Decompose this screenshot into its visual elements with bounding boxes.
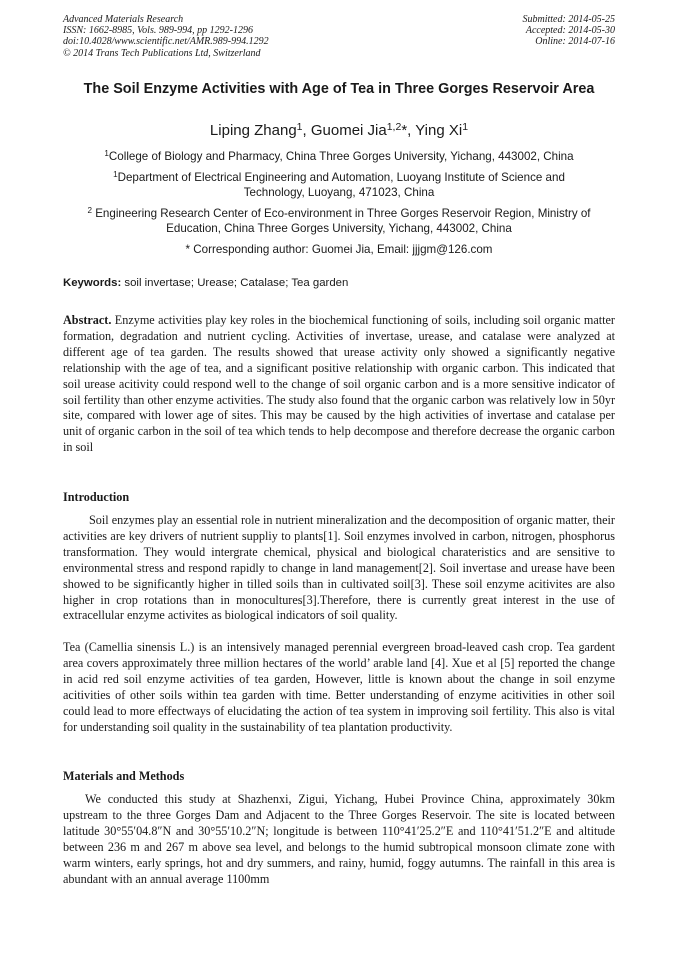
methods-heading: Materials and Methods — [63, 769, 185, 783]
affiliation-text: Department of Electrical Engineering and Automation, Luoyang Institute of Science and Technology, Luoyang, 471023, China — [117, 171, 565, 199]
keywords-label: Keywords: — [63, 277, 122, 289]
journal-name: Advanced Materials Research — [63, 14, 184, 25]
affiliation-text: College of Biology and Pharmacy, China Three Gorges University, Yichang, 443002, China — [108, 150, 574, 163]
accepted-date: Accepted: 2014-05-30 — [525, 25, 615, 37]
methods-paragraph-1: We conducted this study at Shazhenxi, Zigui, Yichang, Hubei Province China, approximately 30km upstream to the three Gorges Dam and Adjacent to the Three Gorges Reservoir. The site is located between latitude 30°55′04.8″N and 30°55′10.2″N; longitude is between 110°41′25.2″E and 110°41′51.2″E and altitude between 236 m and 267 m above sea level, and belongs to the humid subtropical monsoon climate zone with warm winters, early springs, hot and dry summers, and rainy, humid, foggy autumns. The rainfall in this area is abundant with an annual average 1100mm — [63, 792, 615, 886]
submitted-date: Submitted: 2014-05-25 — [522, 14, 615, 25]
online-date: Online: 2014-07-16 — [535, 36, 615, 48]
corresponding-author: * Corresponding author: Guomei Jia, Email: jjjgm@126.com — [185, 243, 493, 256]
author-affiliation-mark: 1,2 — [386, 120, 402, 133]
journal-info — [63, 14, 269, 59]
keywords — [63, 276, 615, 291]
publication-dates — [523, 14, 616, 48]
abstract-text: Enzyme activities play key roles in the biochemical functioning of soils, including soil organic matter formation, degradation and nutrient cycling. Activities of invertase, urease, and catalase were analyzed at different age of tea garden. The results showed that urease activity only showed a significantly negative relationship with the age of tea, and a significant positive relationship with organic carbon. This indicated that soil urease acitivity could respond well to the change of soil organic carbon and is a more sensitive indicator of soil fertility than other enzyme activities. The study also found that the organic carbon was relatively low in 50yr site, compared with lower age of sites. This may be caused by the high activities of invertase and catalase per unit of organic carbon in the soil of tea which tends to help decompose and therefore decrease the organic carbon in soil — [63, 313, 615, 455]
author-affiliation-mark: 1 — [462, 120, 469, 133]
abstract-label: Abstract. — [63, 313, 112, 327]
author-separator: *, — [401, 122, 416, 139]
introduction-paragraph-2: Tea (Camellia sinensis L.) is an intensively managed perennial evergreen broad-leaved cash crop. Tea gardent area covers approximately three million hectares of the world’ arable land [4]. Xue et al [5] reported the change in acid red soil enzyme activities of tea garden, However, little is known about the change in soil enzyme acitivities of other soils within tea garden with time. Better understanding of enzyme acitivities in other soil could lead to more effectways of elucidating the action of tea system in improving soil fertility. This also is vital for understanding soil quality in the sustainability of tea plantation productivity. — [63, 640, 615, 734]
author-name: Guomei Jia — [310, 122, 387, 139]
affiliation-mark: 1 — [104, 148, 109, 158]
affiliation-mark: 1 — [113, 169, 118, 179]
author-separator: , — [302, 122, 311, 139]
author-name: Ying Xi — [415, 122, 463, 139]
paper-title: The Soil Enzyme Activities with Age of Tea in Three Gorges Reservoir Area — [83, 81, 595, 97]
journal-doi: doi:10.4028/www.scientific.net/AMR.989-994.1292 — [63, 36, 269, 48]
affiliation-3 — [64, 206, 614, 236]
affiliation-mark: 2 — [87, 205, 92, 215]
journal-copyright: © 2014 Trans Tech Publications Ltd, Switzerland — [63, 47, 261, 59]
affiliation-1 — [70, 149, 608, 164]
journal-header — [63, 14, 615, 70]
affiliation-2 — [88, 170, 590, 200]
author-list — [63, 122, 615, 140]
author-name: Liping Zhang — [209, 122, 297, 139]
keywords-text: soil invertase; Urease; Catalase; Tea garden — [121, 277, 349, 289]
affiliation-text: Engineering Research Center of Eco-environment in Three Gorges Reservoir Region, Ministry of Education, China Three Gorges University, Yichang, 443002, China — [91, 207, 591, 235]
journal-issn: ISSN: 1662-8985, Vols. 989-994, pp 1292-1296 — [63, 25, 253, 37]
abstract — [63, 313, 615, 456]
introduction-heading: Introduction — [63, 490, 130, 504]
introduction-paragraph-1: Soil enzymes play an essential role in nutrient mineralization and the decomposition of organic matter, their activities are key drivers of nutrient suppliy to plants[1]. Soil enzymes involved in carbon, nitrogen, phosphorus transformation. They would intergrate chemical, physical and biological charateristics and are sensitive to environmental stress and respond rapidly to change in land management[2]. Soil invertase and urease have been showed to be significantly higher in tilled soils than in cultivated soil[3]. These soil enzyme acitivites are also higher in crop rotations than in monocultures[3].Therefore, there is currently great interest in the use of extracellular enzyme activites as biological indicators of soil quality. — [63, 513, 615, 623]
author-affiliation-mark: 1 — [296, 120, 303, 133]
